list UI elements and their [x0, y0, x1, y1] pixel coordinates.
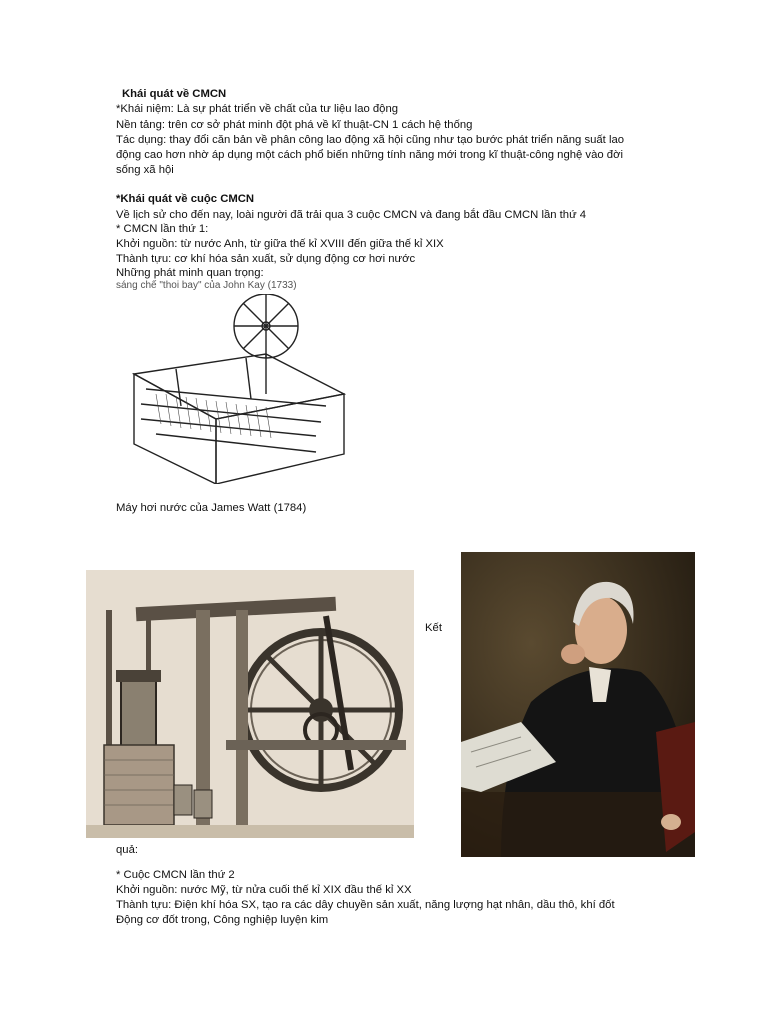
section2-line-3: Khởi nguồn: từ nước Anh, từ giữa thế kỉ XVIII đến giữa thế kỉ XIX: [116, 238, 444, 250]
section1-line-1: *Khái niệm: Là sự phát triển về chất của tư liệu lao động: [116, 103, 399, 115]
section2-line-2: * CMCN lần thứ 1:: [116, 223, 209, 235]
qua-label: quả:: [116, 844, 138, 856]
section2-line-5: Những phát minh quan trọng:: [116, 267, 264, 279]
section1-line-2: Nền tảng: trên cơ sở phát minh đột phá về kĩ thuật-CN 1 cách hệ thống: [116, 119, 473, 131]
section1-line-5: sống xã hội: [116, 164, 174, 176]
ket-label: Kết: [425, 622, 442, 634]
flying-shuttle-caption: sáng chế "thoi bay" của John Kay (1733): [116, 280, 297, 291]
section3-line-2: Khởi nguồn: nước Mỹ, từ nửa cuối thế kỉ XIX đầu thế kỉ XX: [116, 884, 412, 896]
spinning-machine-image: [116, 294, 346, 484]
section3-line-4: Động cơ đốt trong, Công nghiệp luyện kim: [116, 914, 329, 926]
section3-line-1: * Cuộc CMCN lần thứ 2: [116, 869, 235, 881]
portrait-image: [461, 552, 695, 857]
section1-title: Khái quát về CMCN: [122, 88, 227, 100]
section2-line-1: Về lịch sử cho đến nay, loài người đã trải qua 3 cuộc CMCN và đang bắt đầu CMCN lần thứ 4: [116, 209, 587, 221]
steam-engine-image: [86, 570, 414, 838]
section1-line-3: Tác dụng: thay đổi căn bản về phân công lao động xã hội cũng như tạo bước phát triển năng suất lao: [116, 134, 625, 146]
section3-line-3: Thành tựu: Điện khí hóa SX, tạo ra các dây chuyền sản xuất, năng lượng hạt nhân, dầu thô, khí đốt: [116, 899, 615, 911]
section2-title: *Khái quát về cuộc CMCN: [116, 193, 255, 205]
section1-line-4: động cao hơn nhờ áp dụng một cách phổ biến những tính năng mới trong kĩ thuật-công nghệ vào đời: [116, 149, 623, 161]
steam-engine-caption: Máy hơi nước của James Watt (1784): [116, 502, 307, 514]
section2-line-4: Thành tựu: cơ khí hóa sản xuất, sử dụng động cơ hơi nước: [116, 253, 416, 265]
